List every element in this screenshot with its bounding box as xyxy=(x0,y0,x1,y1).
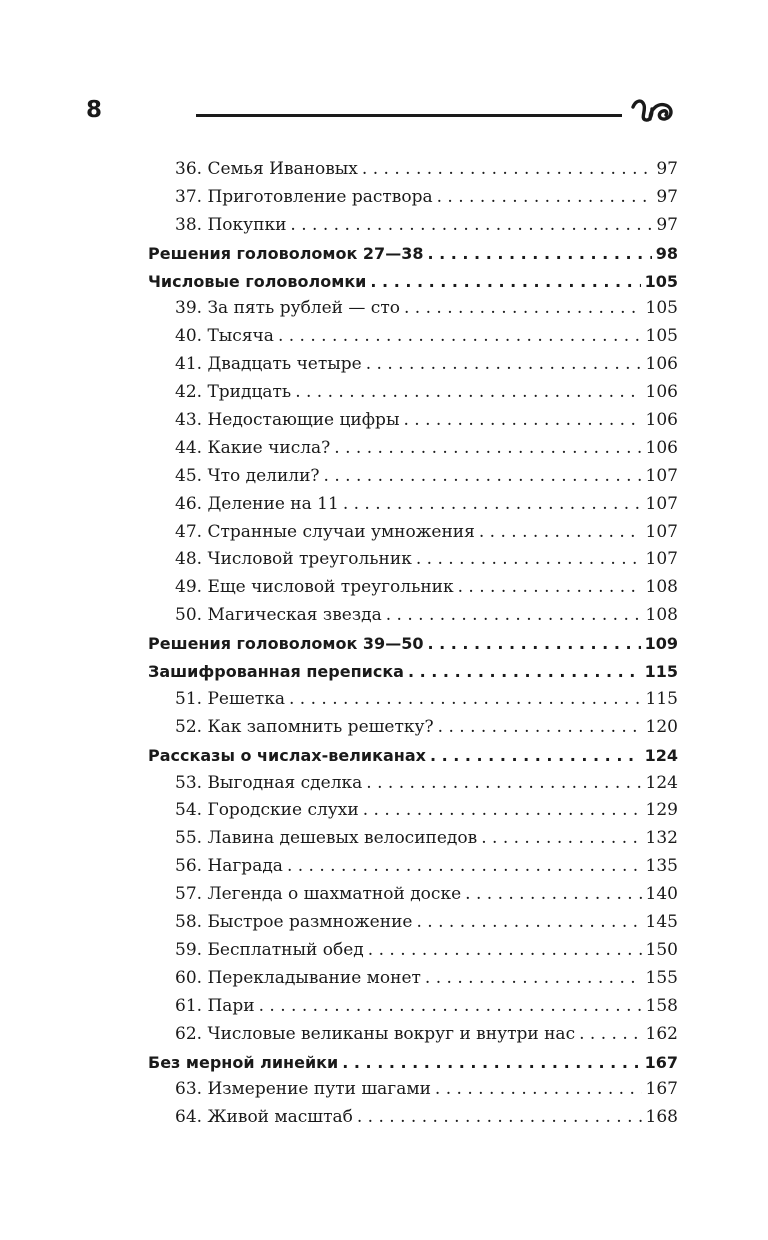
dot-leader xyxy=(438,714,642,742)
entry-page-number: 124 xyxy=(645,772,678,793)
toc-section-entry xyxy=(148,658,678,686)
toc-item-entry xyxy=(148,184,678,212)
toc-section-entry xyxy=(148,1049,678,1077)
toc-item-entry xyxy=(148,463,678,491)
toc-item-entry xyxy=(148,379,678,407)
table-of-contents xyxy=(148,156,678,1132)
entry-page-number: 168 xyxy=(645,1107,678,1128)
entry-title: 50. Магическая звезда xyxy=(175,605,382,626)
toc-item-entry xyxy=(148,937,678,965)
entry-title: 41. Двадцать четыре xyxy=(175,354,362,375)
dot-leader xyxy=(357,1104,642,1132)
dot-leader xyxy=(416,546,642,574)
dot-leader xyxy=(425,965,642,993)
toc-item-entry xyxy=(148,1021,678,1049)
entry-page-number: 167 xyxy=(644,1052,678,1072)
entry-page-number: 155 xyxy=(645,967,678,988)
toc-section-entry xyxy=(148,268,678,296)
toc-item-entry xyxy=(148,797,678,825)
entry-page-number: 105 xyxy=(644,271,678,291)
entry-title: Числовые головоломки xyxy=(148,271,367,291)
entry-title: 63. Измерение пути шагами xyxy=(175,1079,431,1100)
entry-title: 37. Приготовление раствора xyxy=(175,186,433,207)
toc-item-entry xyxy=(148,909,678,937)
entry-page-number: 107 xyxy=(645,549,678,570)
toc-item-entry xyxy=(148,770,678,798)
entry-title: 58. Быстрое размножение xyxy=(175,912,413,933)
dot-leader xyxy=(324,463,642,491)
dot-leader xyxy=(404,295,642,323)
dot-leader xyxy=(427,630,640,658)
entry-title: Рассказы о числах-великанах xyxy=(148,745,426,765)
header-rule xyxy=(196,114,622,117)
dot-leader xyxy=(366,351,642,379)
entry-page-number: 106 xyxy=(645,382,678,403)
entry-page-number: 106 xyxy=(645,437,678,458)
entry-title: 38. Покупки xyxy=(175,214,287,235)
entry-page-number: 108 xyxy=(645,577,678,598)
entry-page-number: 129 xyxy=(645,800,678,821)
toc-item-entry xyxy=(148,881,678,909)
page-header xyxy=(0,0,768,140)
entry-title: 49. Еще числовой треугольник xyxy=(175,577,454,598)
dot-leader xyxy=(579,1021,641,1049)
dot-leader xyxy=(481,825,641,853)
entry-title: 54. Городские слухи xyxy=(175,800,359,821)
entry-title: 39. За пять рублей — сто xyxy=(175,298,400,319)
entry-page-number: 107 xyxy=(645,521,678,542)
toc-section-entry xyxy=(148,240,678,268)
swirl-ornament-icon xyxy=(630,93,678,125)
entry-page-number: 120 xyxy=(645,716,678,737)
toc-item-entry xyxy=(148,714,678,742)
entry-title: 44. Какие числа? xyxy=(175,437,331,458)
entry-page-number: 109 xyxy=(644,634,678,654)
toc-item-entry xyxy=(148,435,678,463)
entry-title: 62. Числовые великаны вокруг и внутри нас xyxy=(175,1023,576,1044)
entry-page-number: 107 xyxy=(645,465,678,486)
dot-leader xyxy=(408,658,641,686)
dot-leader xyxy=(430,742,641,770)
toc-item-entry xyxy=(148,351,678,379)
entry-page-number: 140 xyxy=(645,884,678,905)
page-number: 8 xyxy=(86,97,103,123)
dot-leader xyxy=(437,184,653,212)
entry-title: 48. Числовой треугольник xyxy=(175,549,412,570)
entry-title: 45. Что делили? xyxy=(175,465,320,486)
entry-page-number: 145 xyxy=(645,912,678,933)
toc-item-entry xyxy=(148,407,678,435)
dot-leader xyxy=(370,268,640,296)
entry-title: 47. Странные случаи умножения xyxy=(175,521,475,542)
dot-leader xyxy=(287,853,642,881)
dot-leader xyxy=(479,519,642,547)
dot-leader xyxy=(289,686,642,714)
entry-page-number: 106 xyxy=(645,410,678,431)
entry-title: 42. Тридцать xyxy=(175,382,292,403)
dot-leader xyxy=(386,602,642,630)
dot-leader xyxy=(435,1076,642,1104)
entry-page-number: 97 xyxy=(656,159,678,179)
entry-title: 40. Тысяча xyxy=(175,326,274,347)
dot-leader xyxy=(465,881,641,909)
dot-leader xyxy=(403,407,641,435)
dot-leader xyxy=(368,937,642,965)
entry-page-number: 108 xyxy=(645,605,678,626)
entry-page-number: 115 xyxy=(645,688,678,709)
toc-item-entry xyxy=(148,825,678,853)
entry-title: 53. Выгодная сделка xyxy=(175,772,363,793)
dot-leader xyxy=(278,323,642,351)
toc-item-entry xyxy=(148,491,678,519)
toc-item-entry xyxy=(148,993,678,1021)
toc-item-entry xyxy=(148,602,678,630)
entry-page-number: 107 xyxy=(645,493,678,514)
entry-page-number: 106 xyxy=(645,354,678,375)
entry-title: 46. Деление на 11 xyxy=(175,493,339,514)
entry-page-number: 105 xyxy=(645,298,678,319)
entry-page-number: 162 xyxy=(645,1023,678,1044)
dot-leader xyxy=(343,491,642,519)
entry-title: 60. Перекладывание монет xyxy=(175,967,421,988)
entry-page-number: 132 xyxy=(645,828,678,849)
toc-item-entry xyxy=(148,1104,678,1132)
toc-section-entry xyxy=(148,630,678,658)
dot-leader xyxy=(362,156,652,184)
entry-title: 51. Решетка xyxy=(175,688,285,709)
toc-item-entry xyxy=(148,295,678,323)
entry-page-number: 98 xyxy=(655,243,678,263)
dot-leader xyxy=(290,212,652,240)
entry-title: 56. Награда xyxy=(175,856,283,877)
dot-leader xyxy=(295,379,641,407)
entry-title: 64. Живой масштаб xyxy=(175,1107,353,1128)
entry-page-number: 167 xyxy=(645,1079,678,1100)
entry-title: 59. Бесплатный обед xyxy=(175,939,364,960)
dot-leader xyxy=(366,770,641,798)
entry-page-number: 124 xyxy=(644,745,678,765)
entry-page-number: 135 xyxy=(645,856,678,877)
entry-page-number: 97 xyxy=(656,186,678,207)
dot-leader xyxy=(416,909,641,937)
dot-leader xyxy=(342,1049,640,1077)
toc-item-entry xyxy=(148,1076,678,1104)
toc-section-entry xyxy=(148,742,678,770)
entry-page-number: 97 xyxy=(656,214,678,235)
toc-item-entry xyxy=(148,965,678,993)
entry-title: 36. Семья Ивановых xyxy=(175,159,358,179)
dot-leader xyxy=(458,574,642,602)
entry-title: Зашифрованная переписка xyxy=(148,662,404,682)
entry-page-number: 105 xyxy=(645,326,678,347)
dot-leader xyxy=(427,240,651,268)
toc-item-entry xyxy=(148,546,678,574)
entry-page-number: 158 xyxy=(645,995,678,1016)
entry-page-number: 115 xyxy=(644,662,678,682)
dot-leader xyxy=(334,435,641,463)
toc-item-entry xyxy=(148,686,678,714)
entry-title: 55. Лавина дешевых велосипедов xyxy=(175,828,478,849)
entry-title: 52. Как запомнить решетку? xyxy=(175,716,434,737)
entry-title: 43. Недостающие цифры xyxy=(175,410,400,431)
entry-title: 57. Легенда о шахматной доске xyxy=(175,884,462,905)
entry-title: 61. Пари xyxy=(175,995,255,1016)
dot-leader xyxy=(259,993,642,1021)
toc-item-entry xyxy=(148,323,678,351)
entry-title: Без мерной линейки xyxy=(148,1052,339,1072)
entry-title: Решения головоломок 27—38 xyxy=(148,243,424,263)
toc-item-entry xyxy=(148,574,678,602)
toc-item-entry xyxy=(148,853,678,881)
toc-item-entry xyxy=(148,519,678,547)
entry-title: Решения головоломок 39—50 xyxy=(148,634,424,654)
dot-leader xyxy=(363,797,642,825)
toc-item-entry xyxy=(148,212,678,240)
entry-page-number: 150 xyxy=(645,939,678,960)
toc-item-entry xyxy=(148,156,678,184)
